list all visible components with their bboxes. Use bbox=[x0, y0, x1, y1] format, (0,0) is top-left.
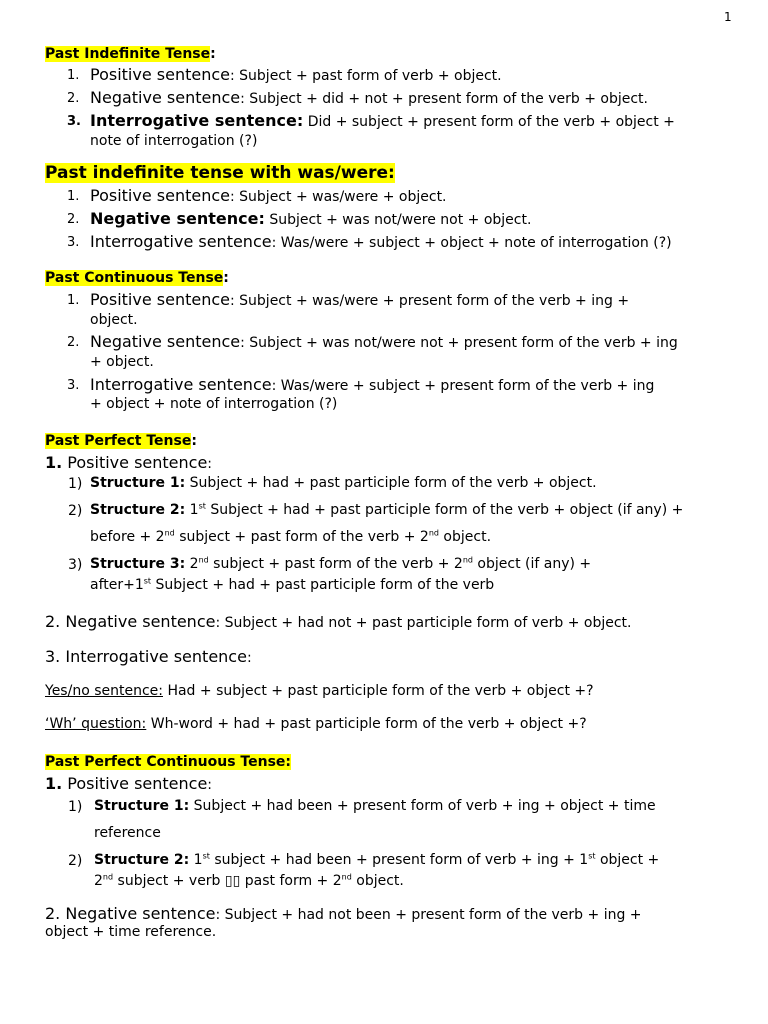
list-item-continuation: note of interrogation (?) bbox=[90, 133, 258, 149]
list-item: Positive sentence: Subject + past form of verb + object. bbox=[90, 65, 502, 84]
list-item: Interrogative sentence: Was/were + subject + present form of the verb + ing bbox=[90, 375, 655, 394]
list-number: 2. bbox=[67, 212, 80, 227]
section-heading-past-perfect: Past Perfect Tense: bbox=[45, 433, 197, 449]
structure-number: 2) bbox=[68, 503, 83, 519]
list-item-continuation: + object. bbox=[90, 354, 154, 370]
structure-number: 3) bbox=[68, 557, 83, 573]
list-number: 2. bbox=[67, 91, 80, 106]
list-number: 1. bbox=[67, 293, 80, 308]
structure-item-continuation: reference bbox=[94, 825, 161, 841]
list-number: 3. bbox=[67, 378, 80, 393]
structure-number: 1) bbox=[68, 799, 83, 815]
structure-item: Structure 1: Subject + had + past participle form of the verb + object. bbox=[90, 475, 597, 491]
interrogative-sentence-heading: 3. Interrogative sentence: bbox=[45, 647, 252, 666]
structure-item-continuation: before + 2nd subject + past form of the verb + 2nd object. bbox=[90, 528, 492, 545]
yes-no-question: Yes/no sentence: Had + subject + past participle form of the verb + object +? bbox=[45, 683, 594, 699]
list-item: Negative sentence: Subject + was not/were not + object. bbox=[90, 209, 532, 228]
structure-item-continuation: after+1st Subject + had + past participle form of the verb bbox=[90, 576, 495, 593]
structure-item: Structure 2: 1st subject + had been + present form of verb + ing + 1st object + bbox=[94, 851, 660, 868]
list-item: Positive sentence: Subject + was/were + present form of the verb + ing + bbox=[90, 290, 630, 309]
positive-sentence-heading: 1. Positive sentence: bbox=[45, 774, 213, 793]
list-item: Positive sentence: Subject + was/were + object. bbox=[90, 186, 447, 205]
section-heading-past-perfect-continuous: Past Perfect Continuous Tense: bbox=[45, 754, 291, 770]
list-item-continuation: + object + note of interrogation (?) bbox=[90, 396, 338, 412]
structure-item: Structure 2: 1st Subject + had + past participle form of the verb + object (if any) + bbox=[90, 501, 684, 518]
list-number: 3. bbox=[67, 235, 80, 250]
section-heading-was-were: Past indefinite tense with was/were: bbox=[45, 163, 395, 183]
list-item: Interrogative sentence: Did + subject + present form of the verb + object + bbox=[90, 111, 675, 130]
list-number: 1. bbox=[67, 68, 80, 83]
negative-sentence-continuation: object + time reference. bbox=[45, 924, 217, 940]
structure-number: 1) bbox=[68, 476, 83, 492]
page-number: 1 bbox=[724, 10, 732, 24]
list-number: 2. bbox=[67, 335, 80, 350]
section-heading-past-indefinite: Past Indefinite Tense: bbox=[45, 46, 216, 62]
list-item-continuation: object. bbox=[90, 312, 138, 328]
structure-item-continuation: 2nd subject + verb ▯▯ past form + 2nd object. bbox=[94, 872, 404, 889]
list-number: 3. bbox=[67, 114, 81, 129]
negative-sentence: 2. Negative sentence: Subject + had not been + present form of the verb + ing + bbox=[45, 904, 642, 923]
list-item: Interrogative sentence: Was/were + subject + object + note of interrogation (?) bbox=[90, 232, 672, 251]
structure-item: Structure 1: Subject + had been + present form of verb + ing + object + time bbox=[94, 798, 656, 814]
list-item: Negative sentence: Subject + did + not + present form of the verb + object. bbox=[90, 88, 648, 107]
section-heading-past-continuous: Past Continuous Tense: bbox=[45, 270, 229, 286]
negative-sentence: 2. Negative sentence: Subject + had not + past participle form of verb + object. bbox=[45, 612, 632, 631]
positive-sentence-heading: 1. Positive sentence: bbox=[45, 453, 213, 472]
structure-item: Structure 3: 2nd subject + past form of the verb + 2nd object (if any) + bbox=[90, 555, 592, 572]
list-item: Negative sentence: Subject + was not/were not + present form of the verb + ing bbox=[90, 332, 678, 351]
wh-question: ‘Wh’ question: Wh-word + had + past participle form of the verb + object +? bbox=[45, 716, 587, 732]
list-number: 1. bbox=[67, 189, 80, 204]
structure-number: 2) bbox=[68, 853, 83, 869]
